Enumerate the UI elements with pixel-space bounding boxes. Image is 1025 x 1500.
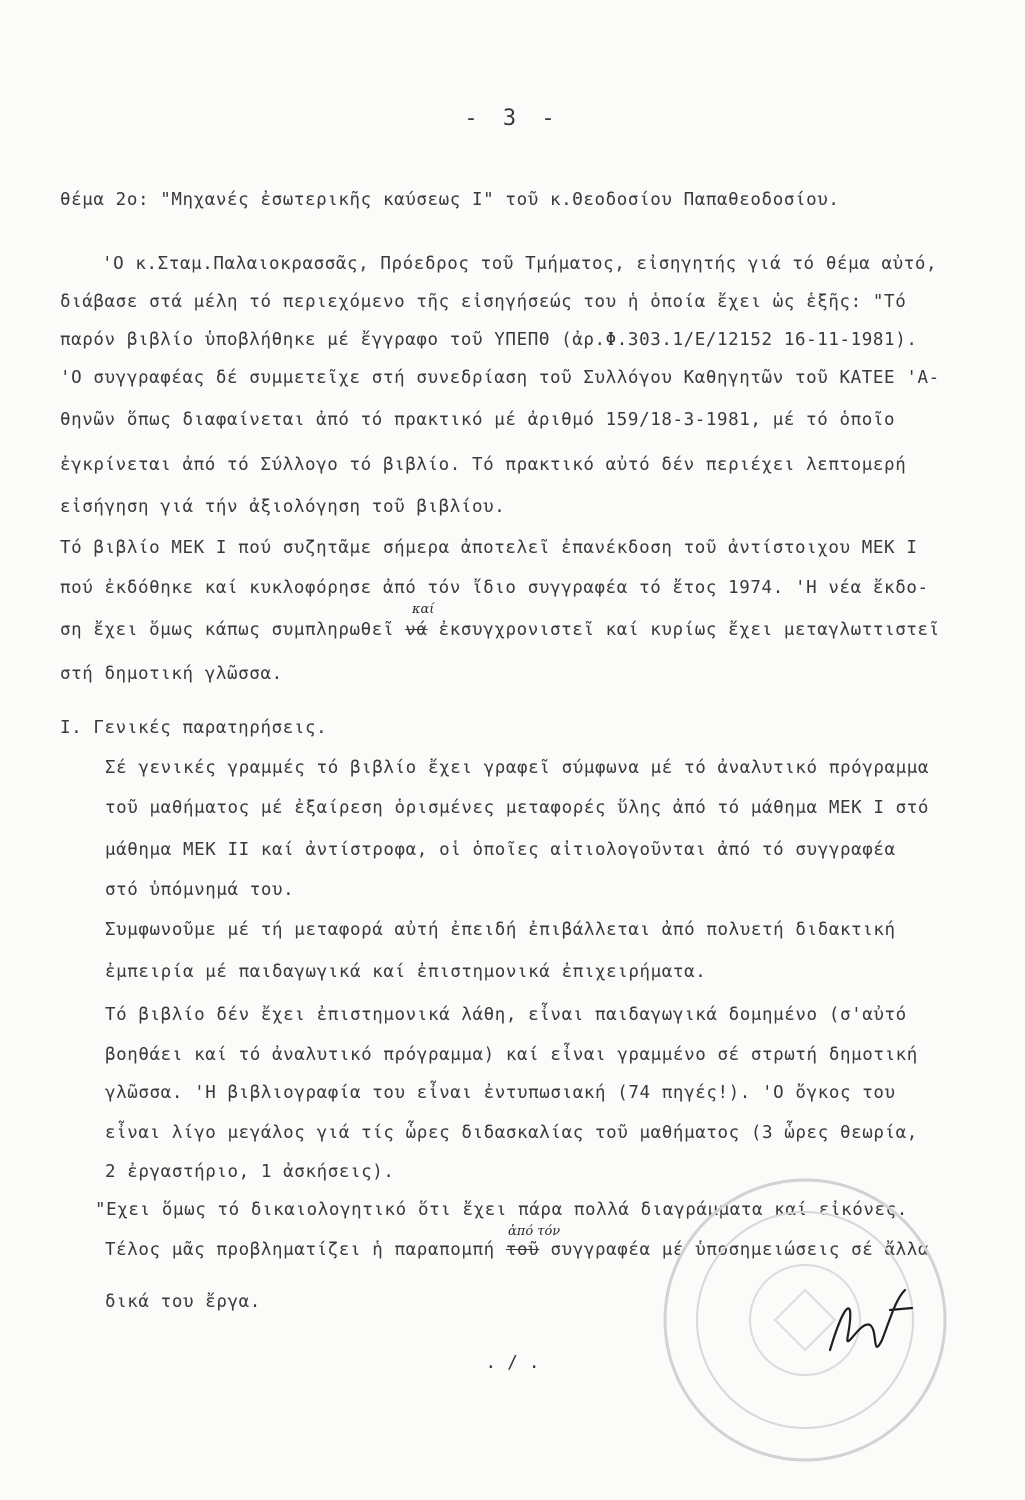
text-line: "Εχει ὅμως τό δικαιολογητικό ὅτι ἔχει πάρα πολλά διαγράμματα καί εἰκόνες. [95, 1200, 908, 1220]
text-segment: ἐκσυγχρονιστεῖ καί κυρίως ἔχει μεταγλωττιστεῖ [427, 620, 940, 640]
text-line: ἐγκρίνεται ἀπό τό Σύλλογο τό βιβλίο. Τό πρακτικό αὐτό δέν περιέχει λεπτομερή [60, 455, 907, 475]
struck-word: τοῦ [505, 1240, 540, 1260]
text-line: εἶναι λίγο μεγάλος γιά τίς ὧρες διδασκαλίας τοῦ μαθήματος (3 ὧρες θεωρία, [105, 1123, 918, 1143]
text-line: γλῶσσα. 'Η βιβλιογραφία του εἶναι ἐντυπωσιακή (74 πηγές!). 'Ο ὄγκος του [105, 1083, 896, 1103]
text-line: στό ὑπόμνημά του. [105, 880, 295, 900]
text-line: πού ἐκδόθηκε καί κυκλοφόρησε ἀπό τόν ἴδιο συγγραφέα τό ἔτος 1974. 'Η νέα ἔκδο- [60, 578, 929, 598]
text-line: παρόν βιβλίο ὑποβλήθηκε μέ ἔγγραφο τοῦ ΥΠΕΠΘ (ἀρ.Φ.303.1/Ε/12152 16-11-1981). [60, 330, 918, 350]
text-segment: ση ἔχει ὅμως κάπως συμπληρωθεῖ [60, 620, 406, 640]
text-line: ἐμπειρία μέ παιδαγωγικά καί ἐπιστημονικά ἐπιχειρήματα. [105, 962, 707, 982]
text-line: μάθημα ΜΕΚ ΙΙ καί ἀντίστροφα, οἱ ὁποῖες αἰτιολογοῦνται ἀπό τό συγγραφέα [105, 840, 896, 860]
text-line-with-correction [60, 620, 940, 640]
section-heading: Ι. Γενικές παρατηρήσεις. [60, 718, 328, 738]
text-line: βοηθάει καί τό ἀναλυτικό πρόγραμμα) καί εἶναι γραμμένο σέ στρωτή δημοτική [105, 1045, 918, 1065]
text-line: Τό βιβλίο δέν ἔχει ἐπιστημονικά λάθη, εἶναι παιδαγωγικά δομημένο (σ'αὐτό [105, 1005, 907, 1025]
text-line: θηνῶν ὅπως διαφαίνεται ἀπό τό πρακτικό μέ ἀριθμό 159/18-3-1981, μέ τό ὁποῖο [60, 410, 896, 430]
page-number: - 3 - [464, 106, 561, 131]
text-line: Συμφωνοῦμε μέ τή μεταφορά αὐτή ἐπειδή ἐπιβάλλεται ἀπό πολυετή διδακτική [105, 920, 896, 940]
topic-heading: θέμα 2ο: "Μηχανές ἐσωτερικῆς καύσεως Ι" τοῦ κ.Θεοδοσίου Παπαθεοδοσίου. [60, 190, 840, 210]
text-line: Σέ γενικές γραμμές τό βιβλίο ἔχει γραφεῖ σύμφωνα μέ τό ἀναλυτικό πρόγραμμα [105, 758, 930, 778]
text-line: εἰσήγηση γιά τήν ἀξιολόγηση τοῦ βιβλίου. [60, 497, 506, 517]
continuation-mark: . / . [485, 1352, 540, 1373]
text-line: τοῦ μαθήματος μέ ἐξαίρεση ὁρισμένες μεταφορές ὕλης ἀπό τό μάθημα ΜΕΚ Ι στό [105, 798, 930, 818]
struck-word: νά [405, 620, 428, 640]
text-line: δικά του ἔργα. [105, 1292, 261, 1312]
text-line: 'Ο συγγραφέας δέ συμμετεῖχε στή συνεδρίαση τοῦ Συλλόγου Καθηγητῶν τοῦ ΚΑΤΕΕ 'Α- [60, 368, 940, 388]
text-segment: Τέλος μᾶς προβληματίζει ἡ παραπομπή [105, 1240, 506, 1260]
text-segment: συγγραφέα μέ ὑποσημειώσεις σέ ἄλλα [539, 1240, 930, 1260]
text-line: στή δημοτική γλῶσσα. [60, 664, 283, 684]
handwritten-insertion: καί [412, 602, 435, 617]
handwritten-insertion: ἀπό τόν [508, 1224, 561, 1239]
text-line: διάβασε στά μέλη τό περιεχόμενο τῆς εἰσηγήσεώς του ἡ ὁποία ἔχει ὡς ἑξῆς: "Τό [60, 292, 907, 312]
text-line: 2 ἐργαστήριο, 1 ἀσκήσεις). [105, 1162, 395, 1182]
text-line: 'Ο κ.Σταμ.Παλαιοκρασσᾶς, Πρόεδρος τοῦ Τμήματος, εἰσηγητής γιά τό θέμα αὐτό, [102, 254, 938, 274]
text-line: Τό βιβλίο ΜΕΚ Ι πού συζητᾶμε σήμερα ἀποτελεῖ ἐπανέκδοση τοῦ ἀντίστοιχου ΜΕΚ Ι [60, 538, 918, 558]
